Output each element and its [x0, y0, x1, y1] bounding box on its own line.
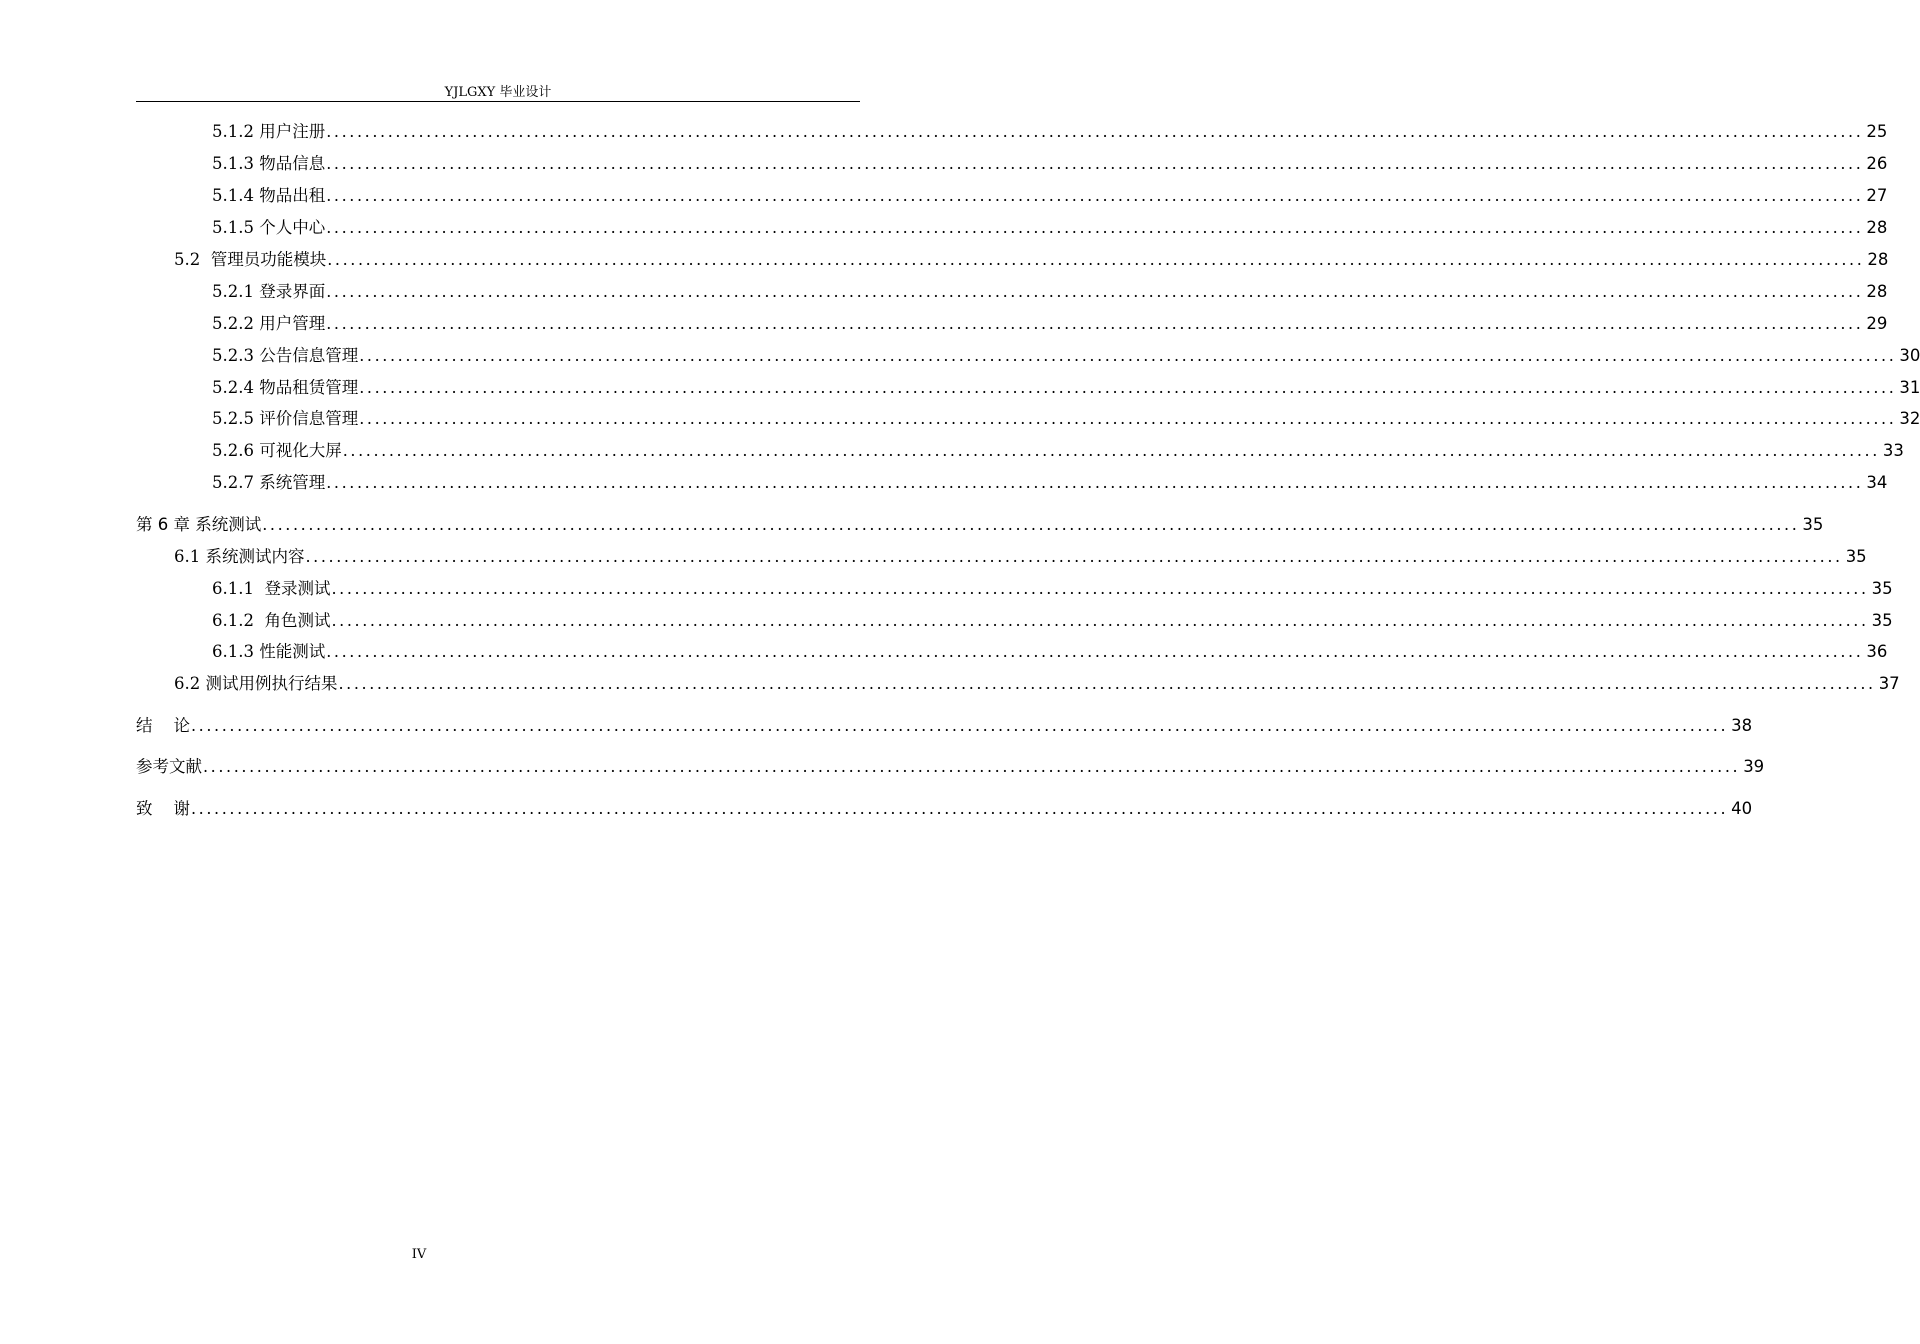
toc-entry-label: 6.1.2 角色测试 — [212, 611, 331, 630]
toc-entry-label: 5.1.4 物品出租 — [212, 186, 326, 205]
toc-entry[interactable] — [212, 607, 1893, 631]
toc-entry[interactable] — [174, 246, 1889, 270]
toc-entry-label: 5.2.5 评价信息管理 — [212, 409, 359, 428]
toc-entry-page: 37 — [1878, 674, 1900, 693]
dot-leader: ........................................................................................................................................................................................................ — [305, 547, 1843, 566]
dot-leader: ........................................................................................................................................................................................................ — [326, 186, 1864, 205]
toc-entry[interactable] — [212, 150, 1888, 174]
toc-entry-page: 35 — [1845, 547, 1867, 566]
toc-entry[interactable] — [174, 670, 1900, 694]
toc-entry-label: 5.2.6 可视化大屏 — [212, 441, 342, 460]
toc-entry[interactable] — [212, 575, 1893, 599]
toc-entry-page: 26 — [1866, 154, 1888, 173]
toc-entry[interactable] — [212, 214, 1888, 238]
toc-entry[interactable] — [212, 182, 1888, 206]
toc-entry-label: 6.1.3 性能测试 — [212, 642, 326, 661]
toc-entry-label: 6.1 系统测试内容 — [174, 547, 305, 566]
toc-entry-page: 38 — [1731, 716, 1753, 735]
toc-entry-label: 5.1.2 用户注册 — [212, 122, 326, 141]
toc-entry-label: 5.2.4 物品租赁管理 — [212, 378, 359, 397]
running-header — [136, 84, 860, 102]
toc-entry-page: 32 — [1899, 409, 1920, 428]
toc-entry-page: 33 — [1882, 441, 1904, 460]
dot-leader: ........................................................................................................................................................................................................ — [326, 314, 1864, 333]
dot-leader: ........................................................................................................................................................................................................ — [327, 250, 1865, 269]
toc-entry-label: 5.2.7 系统管理 — [212, 473, 326, 492]
toc-entry[interactable] — [212, 405, 1920, 429]
toc-entry-label: 5.2.2 用户管理 — [212, 314, 326, 333]
toc-entry[interactable] — [212, 374, 1920, 398]
toc-entry-label: 5.2.3 公告信息管理 — [212, 346, 359, 365]
dot-leader: ........................................................................................................................................................................................................ — [338, 674, 1876, 693]
toc-entry[interactable] — [212, 469, 1888, 493]
toc-entry-page: 35 — [1802, 515, 1824, 534]
toc-entry-page: 35 — [1871, 579, 1893, 598]
toc-entry[interactable] — [212, 278, 1888, 302]
toc-entry[interactable] — [136, 753, 1765, 777]
dot-leader: ........................................................................................................................................................................................................ — [326, 154, 1864, 173]
dot-leader: ........................................................................................................................................................................................................ — [262, 515, 1800, 534]
toc-entry-page: 28 — [1866, 218, 1888, 237]
toc-entry-page: 28 — [1867, 250, 1889, 269]
toc-entry-label: 5.2.1 登录界面 — [212, 282, 326, 301]
dot-leader: ........................................................................................................................................................................................................ — [359, 346, 1897, 365]
dot-leader: ........................................................................................................................................................................................................ — [342, 441, 1880, 460]
toc-entry-page: 35 — [1871, 611, 1893, 630]
toc-entry-label: 5.2 管理员功能模块 — [174, 250, 327, 269]
dot-leader: ........................................................................................................................................................................................................ — [326, 122, 1864, 141]
dot-leader: ........................................................................................................................................................................................................ — [331, 611, 1869, 630]
toc-entry-page: 40 — [1731, 799, 1753, 818]
toc-entry-page: 25 — [1866, 122, 1888, 141]
toc-entry[interactable] — [212, 638, 1888, 662]
toc-entry-label: 6.2 测试用例执行结果 — [174, 674, 338, 693]
dot-leader: ........................................................................................................................................................................................................ — [190, 716, 1729, 735]
dot-leader: ........................................................................................................................................................................................................ — [326, 642, 1864, 661]
dot-leader: ........................................................................................................................................................................................................ — [359, 378, 1897, 397]
toc-entry-label: 5.1.3 物品信息 — [212, 154, 326, 173]
dot-leader: ........................................................................................................................................................................................................ — [203, 757, 1741, 776]
toc-entry[interactable] — [212, 118, 1888, 142]
dot-leader: ........................................................................................................................................................................................................ — [326, 218, 1864, 237]
toc-entry-page: 36 — [1866, 642, 1888, 661]
toc-entry-page: 27 — [1866, 186, 1888, 205]
toc-entry-label: 6.1.1 登录测试 — [212, 579, 331, 598]
toc-entry[interactable] — [136, 511, 1824, 535]
toc-entry-page: 28 — [1866, 282, 1888, 301]
header-title: YJLGXY 毕业设计 — [444, 85, 552, 100]
dot-leader: ........................................................................................................................................................................................................ — [359, 409, 1897, 428]
dot-leader: ........................................................................................................................................................................................................ — [190, 799, 1729, 818]
toc-entry[interactable] — [212, 310, 1888, 334]
dot-leader: ........................................................................................................................................................................................................ — [326, 282, 1864, 301]
page-number: IV — [411, 1247, 427, 1262]
toc-entry-label: 第 6 章 系统测试 — [136, 515, 262, 534]
toc-entry-page: 30 — [1899, 346, 1920, 365]
toc-entry[interactable] — [136, 795, 1753, 819]
toc-entry-label: 结 论 — [136, 716, 190, 735]
toc-entry-page: 34 — [1866, 473, 1888, 492]
toc-entry-page: 29 — [1866, 314, 1888, 333]
toc-entry[interactable] — [212, 342, 1920, 366]
toc-entry[interactable] — [136, 712, 1753, 736]
toc-entry[interactable] — [212, 437, 1904, 461]
toc-entry-page: 31 — [1899, 378, 1920, 397]
toc-entry-label: 致 谢 — [136, 799, 190, 818]
toc-entry[interactable] — [174, 543, 1867, 567]
toc-entry-label: 5.1.5 个人中心 — [212, 218, 326, 237]
dot-leader: ........................................................................................................................................................................................................ — [326, 473, 1864, 492]
toc-entry-page: 39 — [1743, 757, 1765, 776]
dot-leader: ........................................................................................................................................................................................................ — [331, 579, 1869, 598]
toc-entry-label: 参考文献 — [136, 757, 202, 776]
